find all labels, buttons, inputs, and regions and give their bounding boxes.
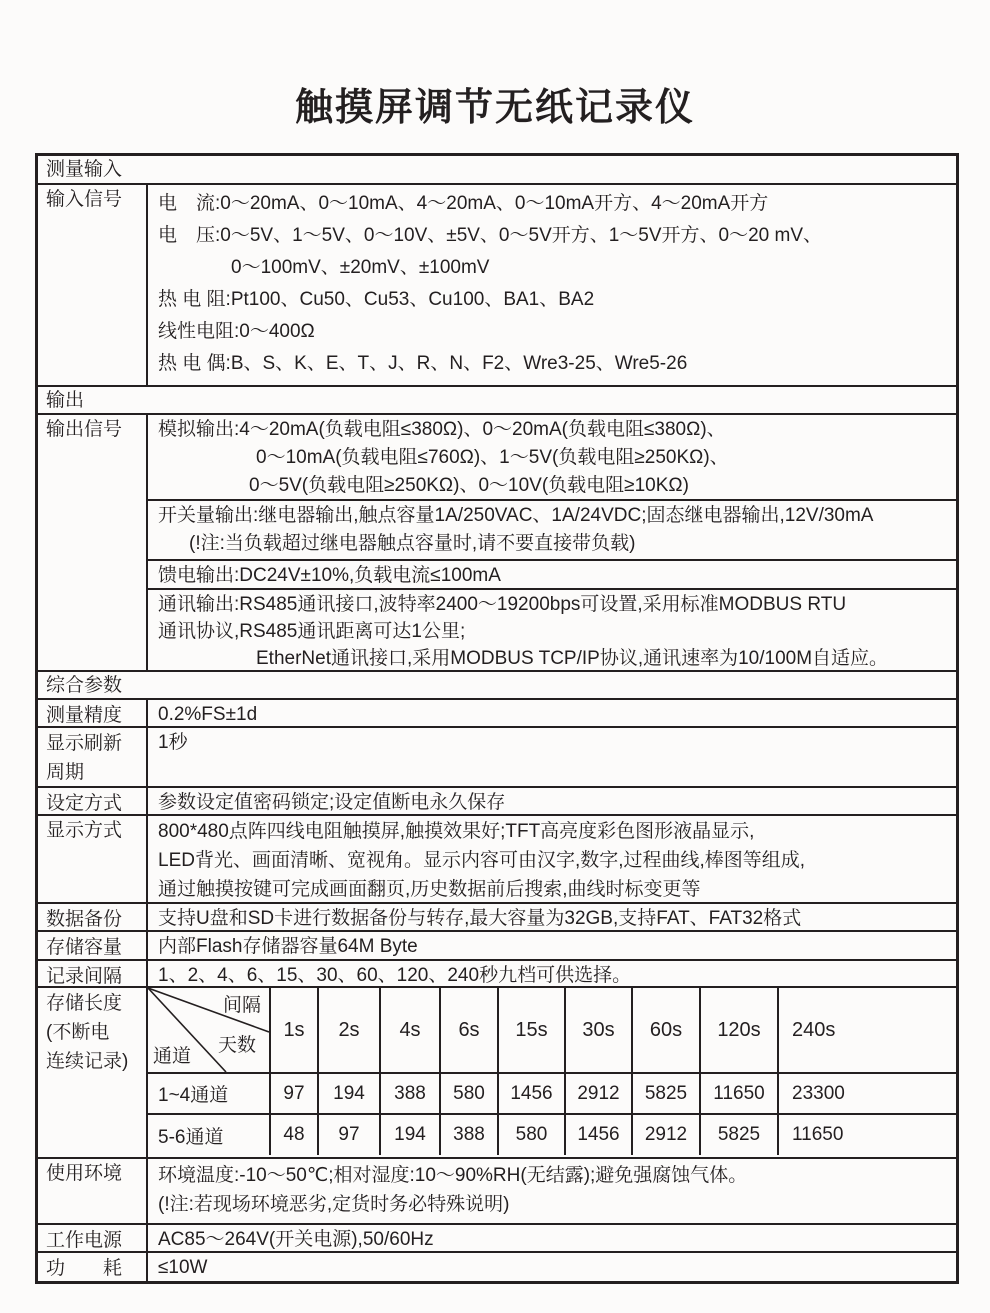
storage-table-cell: 388 (379, 1072, 439, 1113)
row-refresh-cycle (38, 726, 956, 786)
row-environment (38, 1157, 956, 1223)
row-content: 1秒 (158, 732, 188, 753)
row-setting-mode (38, 786, 956, 814)
row-label: 测量精度 (38, 700, 148, 726)
storage-table-cell: 5825 (699, 1113, 777, 1155)
row-label-line: (不断电 (46, 1022, 110, 1043)
row-storage-length (38, 986, 956, 1157)
storage-table-cell: 48 (269, 1113, 317, 1155)
row-input-signal (38, 183, 956, 385)
row-label: 数据备份 (38, 904, 148, 930)
spec-line: 0～10mA(负载电阻≤760Ω)、1～5V(负载电阻≥250KΩ)、 (256, 447, 729, 468)
spec-line: 环境温度:-10～50℃;相对湿度:10～90%RH(无结露);避免强腐蚀气体。 (158, 1165, 748, 1186)
storage-col-header: 6s (439, 988, 497, 1072)
spec-line: 热 电 阻:Pt100、Cu50、Cu53、Cu100、BA1、BA2 (158, 289, 595, 310)
spec-line: 通过触摸按键可完成画面翻页,历史数据前后搜索,曲线时标变更等 (158, 879, 701, 900)
storage-col-header: 60s (631, 988, 699, 1072)
subrow-comm-output (148, 588, 956, 670)
storage-table-cell: 194 (379, 1113, 439, 1155)
spec-line: 线性电阻:0～400Ω (158, 321, 315, 342)
storage-table-cell: 2912 (564, 1072, 631, 1113)
row-content: ≤10W (158, 1257, 208, 1278)
row-content (148, 816, 956, 902)
subrow-feed-output (148, 559, 956, 588)
spec-line: LED背光、画面清晰、宽视角。显示内容可由汉字,数字,过程曲线,棒图等组成, (158, 850, 806, 871)
row-content (148, 185, 956, 385)
storage-col-header: 4s (379, 988, 439, 1072)
row-label-line: 连续记录) (46, 1051, 129, 1072)
spec-line: 馈电输出:DC24V±10%,负载电流≤100mA (158, 565, 501, 586)
storage-table-cell: 97 (317, 1113, 379, 1155)
section-header-measure-input (38, 156, 956, 183)
storage-table-cell: 580 (497, 1113, 564, 1155)
storage-col-header: 15s (497, 988, 564, 1072)
section-label: 综合参数 (46, 675, 123, 696)
page-title: 触摸屏调节无纸记录仪 (294, 87, 695, 129)
storage-table-cell: 97 (269, 1072, 317, 1113)
row-output-signal (38, 413, 956, 670)
row-label-line: 显示刷新 (46, 733, 123, 754)
storage-col-header: 240s (777, 988, 956, 1072)
row-data-backup (38, 902, 956, 930)
row-content: AC85～264V(开关电源),50/60Hz (158, 1229, 434, 1250)
spec-line: 0～5V(负载电阻≥250KΩ)、0～10V(负载电阻≥10KΩ) (249, 475, 689, 496)
row-content: 支持U盘和SD卡进行数据备份与转存,最大容量为32GB,支持FAT、FAT32格式 (158, 908, 802, 929)
storage-table-cell: 5825 (631, 1072, 699, 1113)
row-label-line: 周期 (46, 762, 85, 783)
spec-line: 热 电 偶:B、S、K、E、T、J、R、N、F2、Wre3-25、Wre5-26 (158, 353, 688, 374)
row-label: 输出信号 (38, 415, 148, 670)
subrow-analog-output (148, 415, 956, 499)
row-label: 功 耗 (38, 1253, 148, 1281)
storage-table-cell: 1456 (497, 1072, 564, 1113)
section-header-general-params (38, 670, 956, 698)
storage-col-header: 120s (699, 988, 777, 1072)
storage-table-cell: 388 (439, 1113, 497, 1155)
section-label: 输出 (46, 390, 85, 411)
row-working-power (38, 1223, 956, 1251)
storage-table-cell: 1456 (564, 1113, 631, 1155)
spec-line: 电 压:0～5V、1～5V、0～10V、±5V、0～5V开方、1～5V开方、0～20 mV、 (158, 225, 823, 246)
storage-col-header: 2s (317, 988, 379, 1072)
spec-line: 模拟输出:4～20mA(负载电阻≤380Ω)、0～20mA(负载电阻≤380Ω)、 (158, 419, 726, 440)
storage-table-cell: 2912 (631, 1113, 699, 1155)
section-header-output (38, 385, 956, 413)
spec-line: 开关量输出:继电器输出,触点容量1A/250VAC、1A/24VDC;固态继电器输出,12V/30mA (158, 505, 874, 526)
row-storage-capacity (38, 930, 956, 959)
subrow-relay-output (148, 499, 956, 559)
storage-table-cell: 11650 (777, 1113, 956, 1155)
spec-line: 通讯输出:RS485通讯接口,波特率2400～19200bps可设置,采用标准MODBUS RTU (158, 594, 847, 615)
storage-table-cell: 23300 (777, 1072, 956, 1113)
storage-col-header: 1s (269, 988, 317, 1072)
corner-label-channel: 通道 (153, 1046, 192, 1067)
storage-table-cell: 194 (317, 1072, 379, 1113)
corner-label-days: 天数 (217, 1035, 256, 1056)
row-label: 显示方式 (38, 816, 148, 902)
spec-line: (!注:当负载超过继电器触点容量时,请不要直接带负载) (189, 533, 636, 554)
corner-label-interval: 间隔 (222, 995, 261, 1016)
row-display-mode (38, 814, 956, 902)
row-label (38, 728, 148, 786)
row-content (148, 1159, 956, 1223)
row-label: 使用环境 (38, 1159, 148, 1223)
spec-line: 通讯协议,RS485通讯距离可达1公里; (158, 621, 466, 642)
row-label: 记录间隔 (38, 961, 148, 986)
storage-table-corner-cell (148, 988, 269, 1072)
row-label: 存储容量 (38, 932, 148, 959)
row-label (38, 988, 148, 1157)
storage-row-label: 1~4通道 (148, 1072, 269, 1113)
row-label: 工作电源 (38, 1225, 148, 1251)
row-content: 内部Flash存储器容量64M Byte (158, 936, 418, 957)
row-power-consumption (38, 1251, 956, 1281)
storage-length-table (148, 988, 956, 1157)
row-label: 设定方式 (38, 788, 148, 814)
storage-table-cell: 11650 (699, 1072, 777, 1113)
row-content: 0.2%FS±1d (158, 704, 258, 725)
section-label: 测量输入 (46, 159, 123, 180)
row-label: 输入信号 (38, 185, 148, 385)
spec-line: 0～100mV、±20mV、±100mV (231, 257, 490, 278)
row-accuracy (38, 698, 956, 726)
row-content (148, 415, 956, 670)
spec-line: (!注:若现场环境恶劣,定货时务必特殊说明) (158, 1194, 510, 1215)
storage-row-label: 5-6通道 (148, 1113, 269, 1155)
storage-col-header: 30s (564, 988, 631, 1072)
spec-line: 电 流:0～20mA、0～10mA、4～20mA、0～10mA开方、4～20mA开方 (158, 193, 769, 214)
row-content: 参数设定值密码锁定;设定值断电永久保存 (158, 792, 506, 813)
row-content: 1、2、4、6、15、30、60、120、240秒九档可供选择。 (158, 965, 632, 986)
spec-line: EtherNet通讯接口,采用MODBUS TCP/IP协议,通讯速率为10/100M自适应。 (256, 648, 889, 669)
spec-table (35, 153, 959, 1284)
row-label-line: 存储长度 (46, 993, 123, 1014)
spec-line: 800*480点阵四线电阻触摸屏,触摸效果好;TFT高亮度彩色图形液晶显示, (158, 821, 755, 842)
row-record-interval (38, 959, 956, 986)
storage-table-cell: 580 (439, 1072, 497, 1113)
